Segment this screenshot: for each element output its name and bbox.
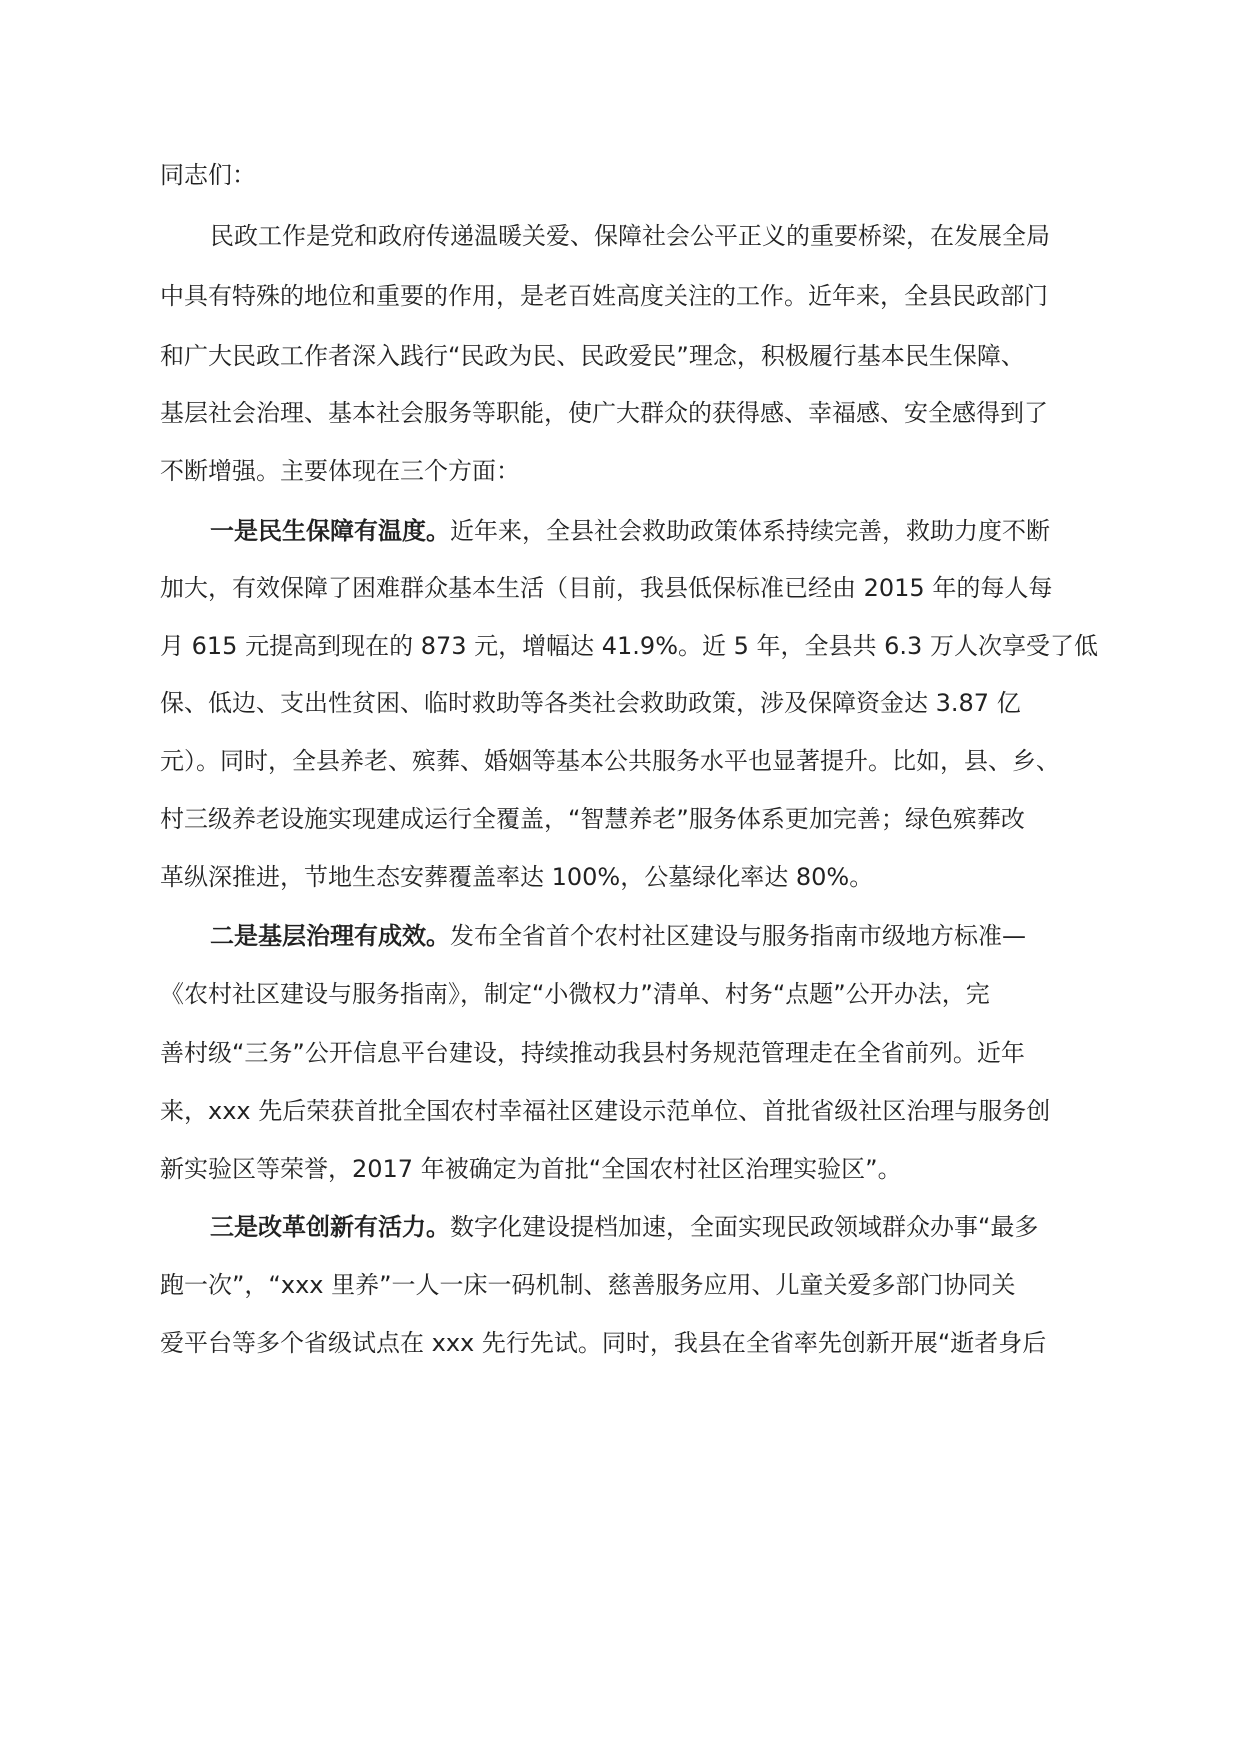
paragraph-line: 爱平台等多个省级试点在 xxx 先行先试。同时，我县在全省率先创新开展“逝者身后 [160, 1329, 1047, 1357]
paragraph-line: 月 615 元提高到现在的 873 元，增幅达 41.9%。近 5 年，全县共 6.3 万人次享受了低 [160, 632, 1098, 660]
paragraph-line: 中具有特殊的地位和重要的作用，是老百姓高度关注的工作。近年来，全县民政部门 [160, 282, 1048, 310]
paragraph-line: 保、低边、支出性贫困、临时救助等各类社会救助政策，涉及保障资金达 3.87 亿 [160, 689, 1021, 717]
paragraph-text: 发布全省首个农村社区建设与服务指南市级地方标准— [450, 922, 1026, 950]
paragraph-line: 村三级养老设施实现建成运行全覆盖，“智慧养老”服务体系更加完善；绿色殡葬改 [160, 805, 1025, 833]
paragraph-line: 《农村社区建设与服务指南》，制定“小微权力”清单、村务“点题”公开办法，完 [160, 980, 990, 1008]
paragraph-line: 新实验区等荣誉，2017 年被确定为首批“全国农村社区治理实验区”。 [160, 1155, 902, 1183]
paragraph-line: 来，xxx 先后荣获首批全国农村幸福社区建设示范单位、首批省级社区治理与服务创 [160, 1097, 1051, 1125]
salutation: 同志们： [160, 161, 256, 189]
paragraph-lead: 二是基层治理有成效。 [210, 922, 450, 950]
paragraph-line: 革纵深推进，节地生态安葬覆盖率达 100%，公墓绿化率达 80%。 [160, 863, 874, 891]
paragraph-line: 基层社会治理、基本社会服务等职能，使广大群众的获得感、幸福感、安全感得到了 [160, 399, 1048, 427]
paragraph-lead: 一是民生保障有温度。 [210, 517, 450, 545]
paragraph-line [210, 1212, 1038, 1242]
paragraph-line: 善村级“三务”公开信息平台建设，持续推动我县村务规范管理走在全省前列。近年 [160, 1039, 1025, 1067]
paragraph-text: 数字化建设提档加速，全面实现民政领域群众办事“最多 [450, 1213, 1039, 1241]
paragraph-text: 近年来，全县社会救助政策体系持续完善，救助力度不断 [450, 517, 1050, 545]
paragraph-line [210, 516, 1050, 546]
paragraph-lead: 三是改革创新有活力。 [210, 1213, 450, 1241]
paragraph-line: 元）。同时，全县养老、殡葬、婚姻等基本公共服务水平也显著提升。比如，县、乡、 [160, 747, 1060, 775]
paragraph-line: 和广大民政工作者深入践行“民政为民、民政爱民”理念，积极履行基本民生保障、 [160, 342, 1025, 370]
paragraph-line [210, 921, 1026, 951]
paragraph-line: 跑一次”，“xxx 里养”一人一床一码机制、慈善服务应用、儿童关爱多部门协同关 [160, 1271, 1016, 1299]
paragraph-line: 加大，有效保障了困难群众基本生活（目前，我县低保标准已经由 2015 年的每人每 [160, 574, 1053, 602]
paragraph-line: 民政工作是党和政府传递温暖关爱、保障社会公平正义的重要桥梁，在发展全局 [210, 222, 1050, 250]
paragraph-line: 不断增强。主要体现在三个方面： [160, 457, 520, 485]
